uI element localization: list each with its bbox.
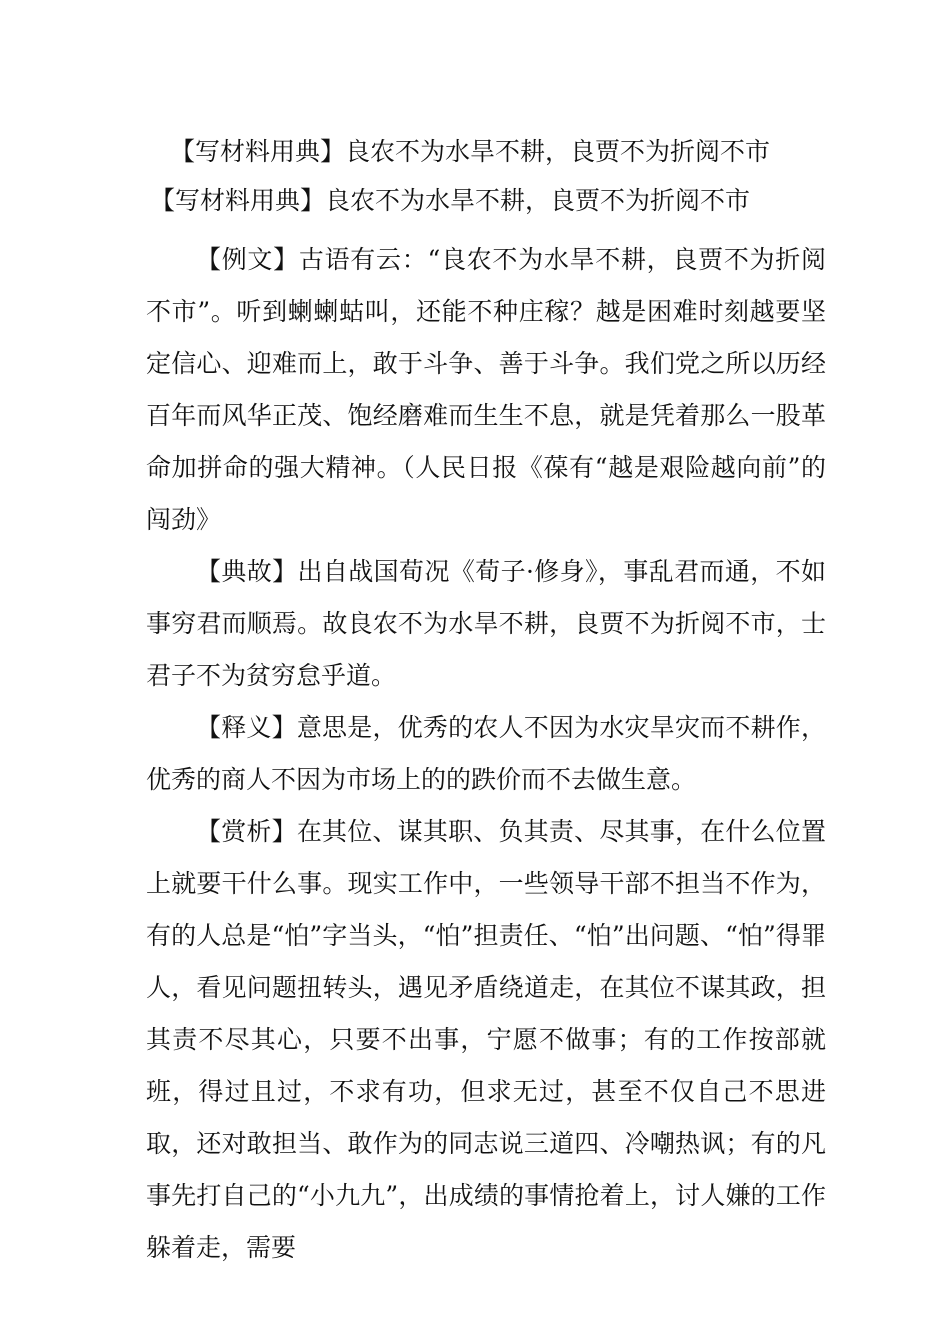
paragraph-text: 意思是，优秀的农人不因为水灾旱灾而不耕作，优秀的商人不因为市场上的的跌价而不去做生意。 <box>146 713 826 794</box>
section-tag-meaning: 【释义】 <box>196 713 297 742</box>
paragraph-meaning <box>146 702 826 806</box>
paragraph-appreciation <box>146 806 826 1274</box>
section-tag-example: 【例文】 <box>196 245 299 274</box>
document-title-repeat: 【写材料用典】良农不为水旱不耕，良贾不为折阅不市 <box>150 186 751 215</box>
paragraph-allusion <box>146 546 826 702</box>
section-tag-allusion: 【典故】 <box>196 557 298 586</box>
document-body <box>146 234 826 1274</box>
document-title: 【写材料用典】良农不为水旱不耕，良贾不为折阅不市 <box>170 137 771 166</box>
paragraph-text: 古语有云：“良农不为水旱不耕，良贾不为折阅不市”。听到蝲蝲蛄叫，还能不种庄稼？越是困难时刻越要坚定信心、迎难而上，敢于斗争、善于斗争。我们党之所以历经百年而风华正茂、饱经磨难而生生不息，就是凭着那么一股革命加拼命的强大精神。（人民日报《葆有“越是艰险越向前”的闯劲》 <box>146 245 826 534</box>
paragraph-text: 出自战国荀况《荀子·修身》，事乱君而通，不如事穷君而顺焉。故良农不为水旱不耕，良贾不为折阅不市，士君子不为贫穷怠乎道。 <box>146 557 826 690</box>
paragraph-text: 在其位、谋其职、负其责、尽其事，在什么位置上就要干什么事。现实工作中，一些领导干部不担当不作为，有的人总是“怕”字当头，“怕”担责任、“怕”出问题、“怕”得罪人，看见问题扭转头，遇见矛盾绕道走，在其位不谋其政，担其责不尽其心，只要不出事，宁愿不做事；有的工作按部就班，得过且过，不求有功，但求无过，甚至不仅自己不思进取，还对敢担当、敢作为的同志说三道四、冷嘲热讽；有的凡事先打自己的“小九九”，出成绩的事情抢着上，讨人嫌的工作躲着走，需要 <box>146 817 826 1262</box>
paragraph-example <box>146 234 826 546</box>
section-tag-appreciation: 【赏析】 <box>196 817 297 846</box>
